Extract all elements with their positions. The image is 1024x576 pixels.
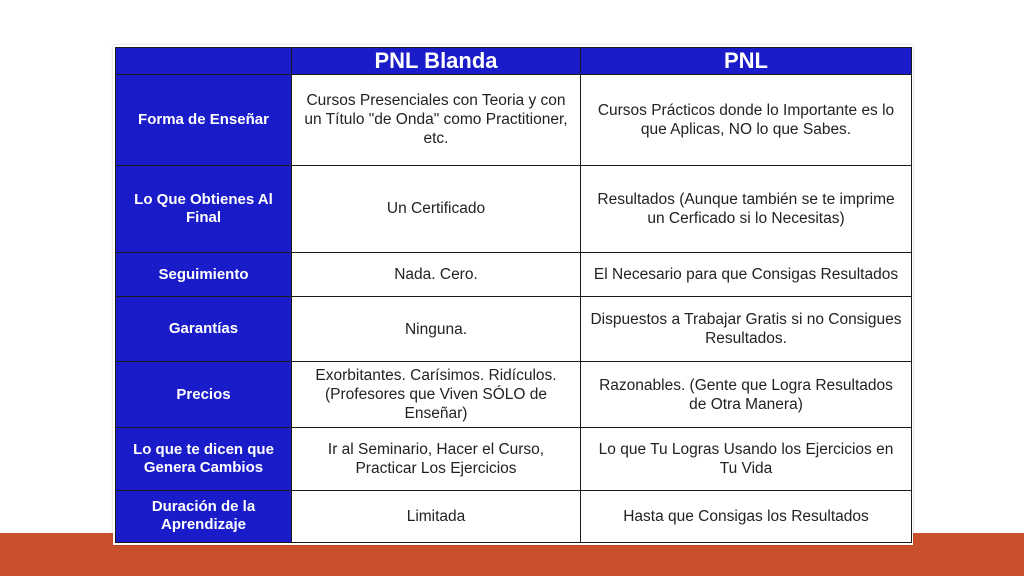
table-row <box>116 165 912 253</box>
table-row <box>116 490 912 542</box>
table-row <box>116 428 912 490</box>
cell-pnl-blanda: Limitada <box>292 490 581 542</box>
header-corner-cell <box>116 48 292 75</box>
cell-pnl: El Necesario para que Consigas Resultados <box>581 253 912 297</box>
cell-pnl-blanda: Cursos Presenciales con Teoria y con un Título "de Onda" como Practitioner, etc. <box>292 75 581 166</box>
cell-pnl-blanda: Nada. Cero. <box>292 253 581 297</box>
header-pnl-blanda: PNL Blanda <box>292 48 581 75</box>
cell-pnl-blanda: Exorbitantes. Carísimos. Ridículos. (Profesores que Viven SÓLO de Enseñar) <box>292 361 581 427</box>
comparison-table <box>115 47 912 543</box>
header-pnl: PNL <box>581 48 912 75</box>
row-label: Duración de la Aprendizaje <box>116 490 292 542</box>
row-label: Garantías <box>116 297 292 361</box>
cell-pnl: Hasta que Consigas los Resultados <box>581 490 912 542</box>
row-label: Forma de Enseñar <box>116 75 292 166</box>
table-row <box>116 361 912 427</box>
cell-pnl: Dispuestos a Trabajar Gratis si no Consigues Resultados. <box>581 297 912 361</box>
row-label: Lo Que Obtienes Al Final <box>116 165 292 253</box>
table-row <box>116 75 912 166</box>
cell-pnl: Razonables. (Gente que Logra Resultados de Otra Manera) <box>581 361 912 427</box>
cell-pnl-blanda: Ir al Seminario, Hacer el Curso, Practicar Los Ejercicios <box>292 428 581 490</box>
cell-pnl-blanda: Un Certificado <box>292 165 581 253</box>
cell-pnl-blanda: Ninguna. <box>292 297 581 361</box>
row-label: Seguimiento <box>116 253 292 297</box>
cell-pnl: Resultados (Aunque también se te imprime un Cerficado si lo Necesitas) <box>581 165 912 253</box>
header-row <box>116 48 912 75</box>
row-label: Lo que te dicen que Genera Cambios <box>116 428 292 490</box>
table-row <box>116 297 912 361</box>
comparison-table-container <box>113 45 913 545</box>
row-label: Precios <box>116 361 292 427</box>
table-row <box>116 253 912 297</box>
cell-pnl: Cursos Prácticos donde lo Importante es lo que Aplicas, NO lo que Sabes. <box>581 75 912 166</box>
cell-pnl: Lo que Tu Logras Usando los Ejercicios en Tu Vida <box>581 428 912 490</box>
